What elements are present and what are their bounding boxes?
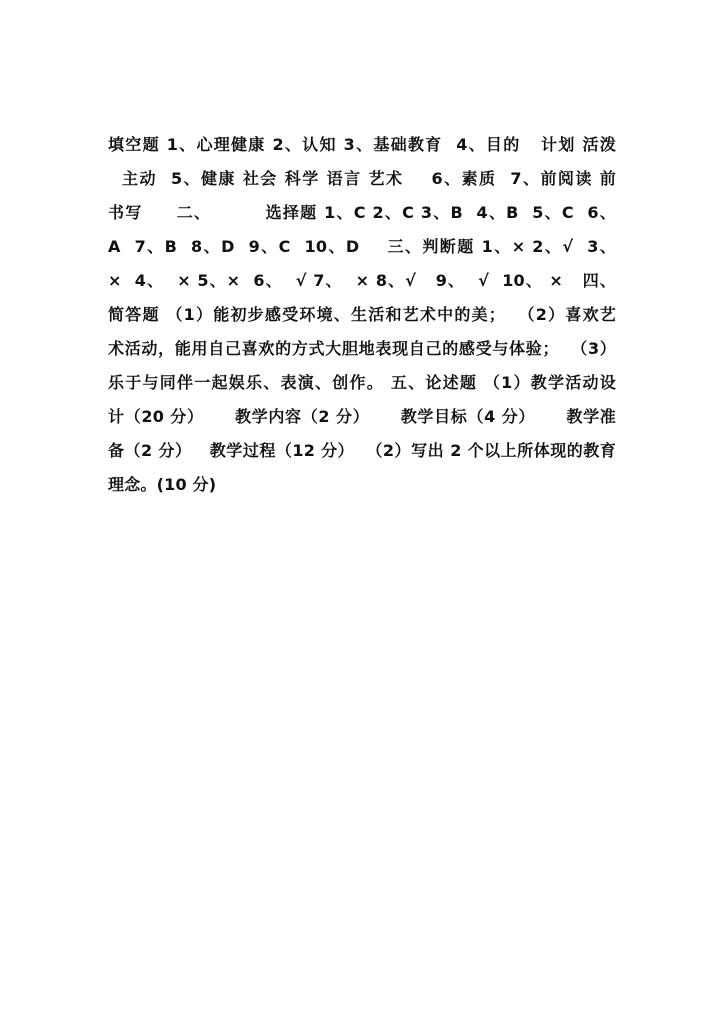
text-line: A 7、B 8、D 9、C 10、D 三、判断题 1、× 2、√ 3、 — [108, 237, 616, 256]
text-line: 术活动，能用自己喜欢的方式大胆地表现自己的感受与体验； （3） — [108, 339, 616, 358]
text-line: 主动 5、健康 社会 科学 语言 艺术 6、素质 7、前阅读 前 — [108, 169, 616, 188]
text-line: × 4、 × 5、× 6、 √ 7、 × 8、√ 9、 √ 10、 × 四、 — [108, 271, 616, 290]
text-line: 备（2 分） 教学过程（12 分） （2）写出 2 个以上所体现的教育 — [108, 441, 616, 460]
text-line: 简答题 （1）能初步感受环境、生活和艺术中的美； （2）喜欢艺 — [108, 305, 616, 324]
text-line: 计（20 分） 教学内容（2 分） 教学目标（4 分） 教学准 — [108, 407, 616, 426]
text-line: 乐于与同伴一起娱乐、表演、创作。 五、论述题 （1）教学活动设 — [108, 373, 616, 392]
answer-key-text — [108, 128, 616, 502]
text-line: 书写 二、 选择题 1、C 2、C 3、B 4、B 5、C 6、 — [108, 203, 616, 222]
text-line: 理念。(10 分) — [108, 475, 217, 494]
text-line: 填空题 1、心理健康 2、认知 3、基础教育 4、目的 计划 活泼 — [108, 135, 616, 154]
